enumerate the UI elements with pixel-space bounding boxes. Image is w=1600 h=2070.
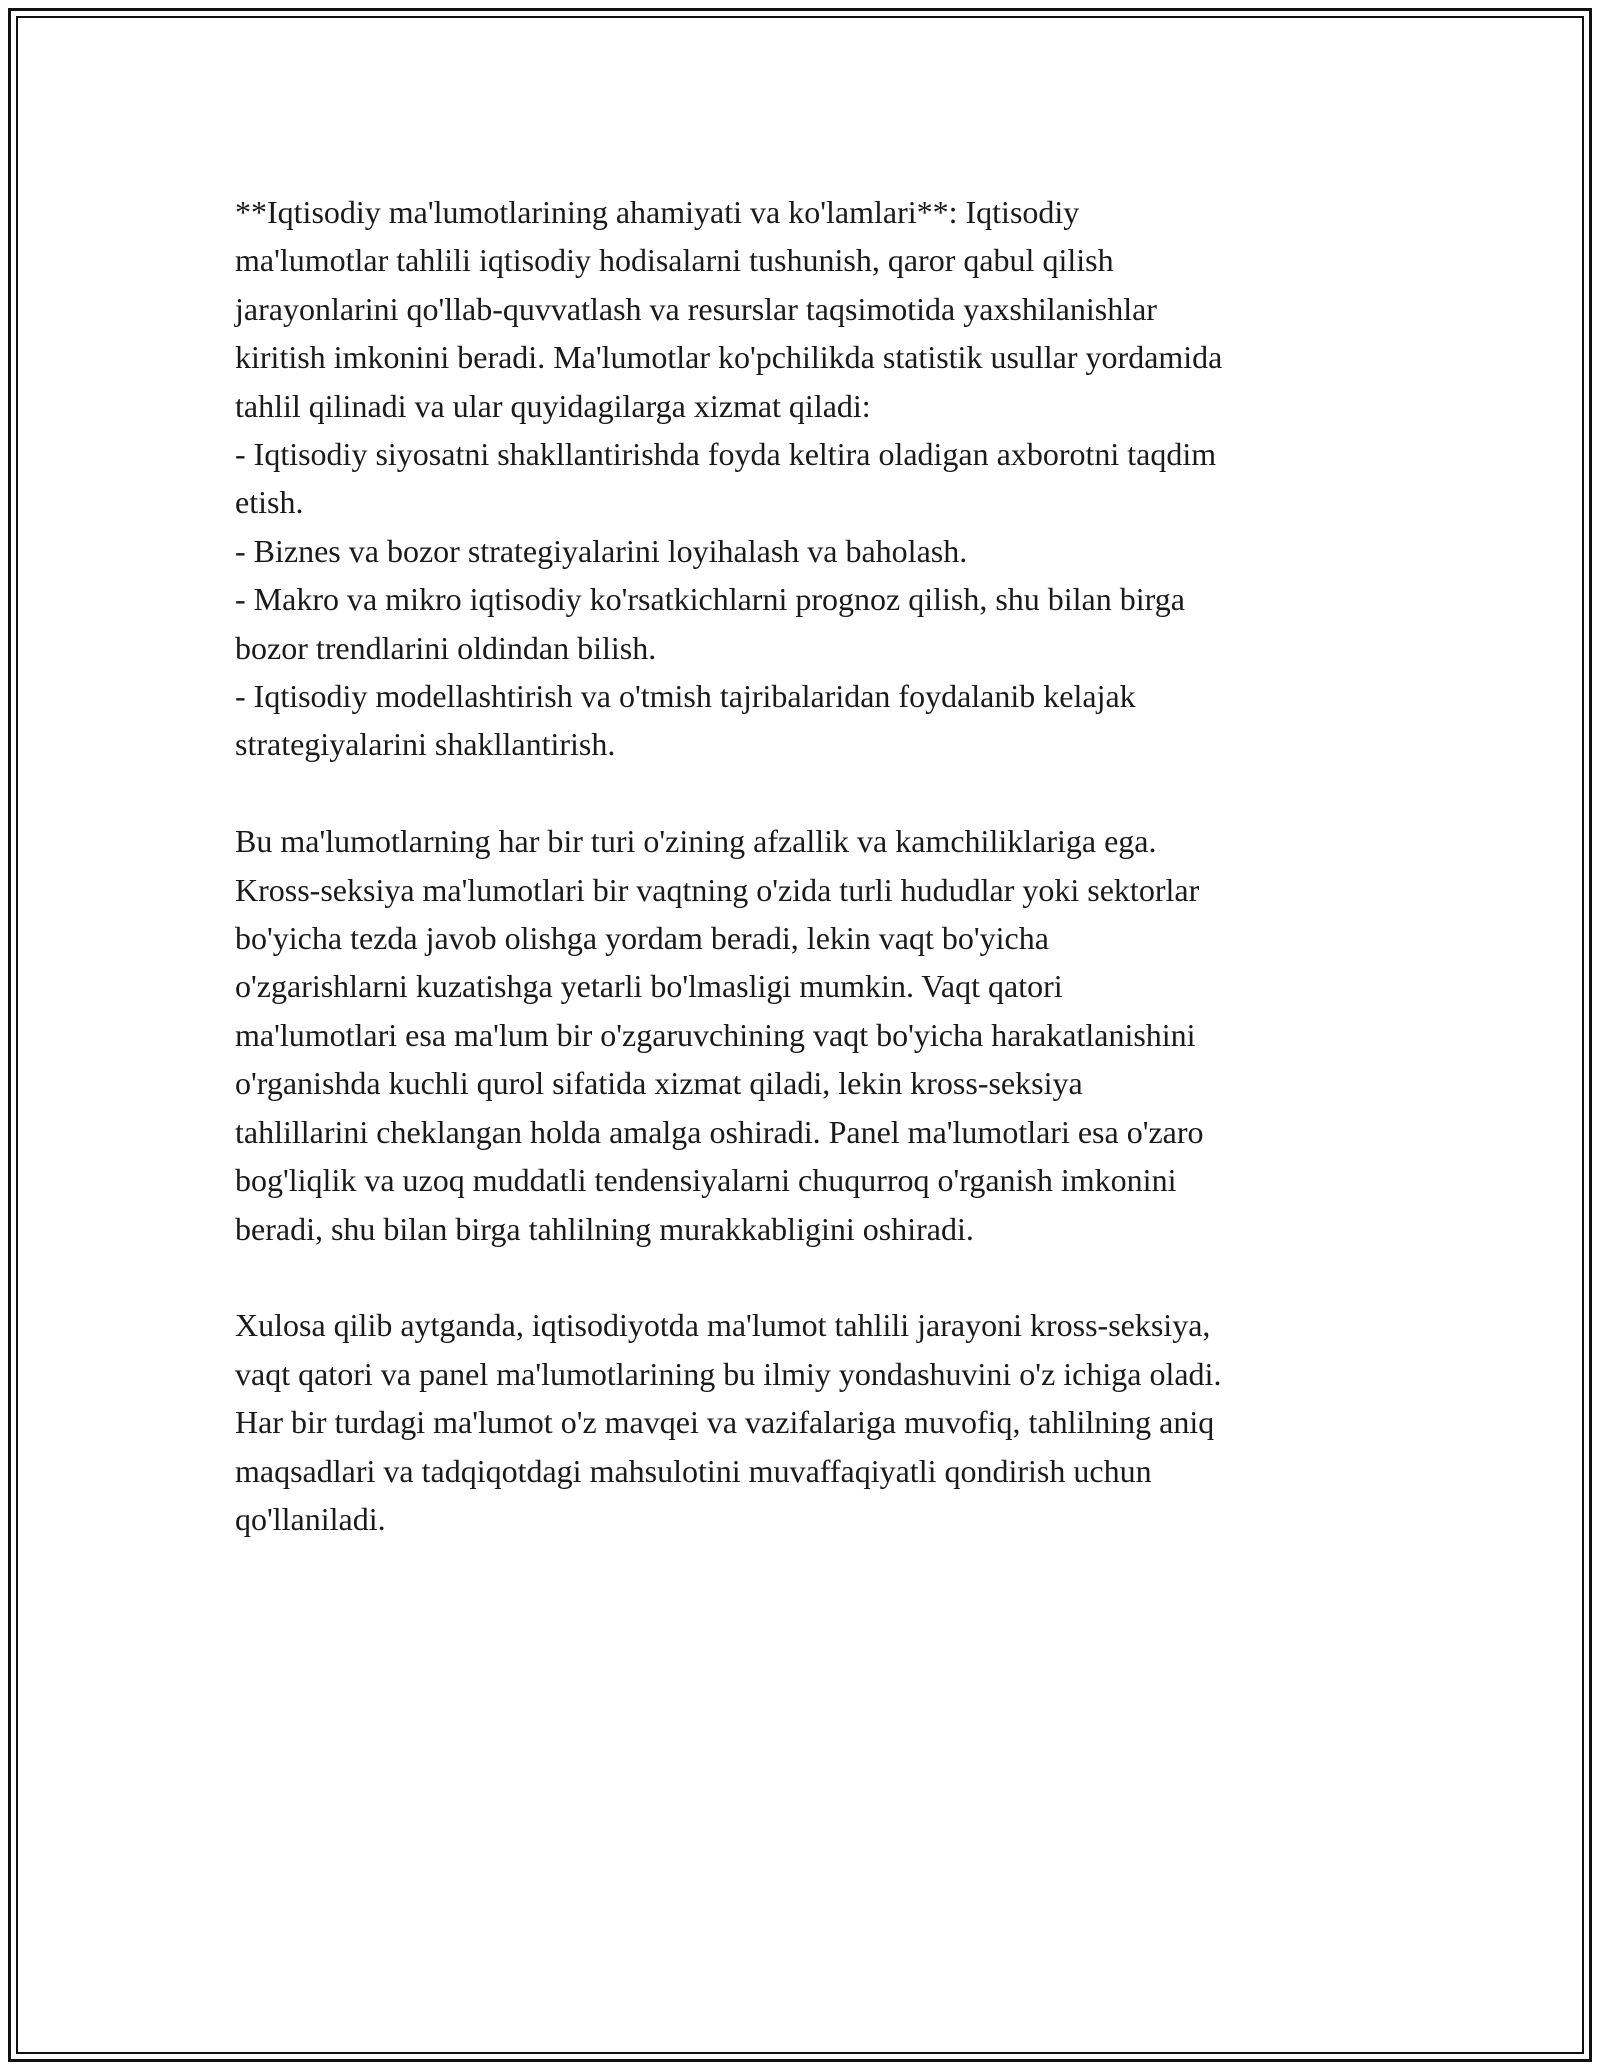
paragraph-spacer: [235, 1253, 1375, 1301]
text-line: Bu ma'lumotlarning har bir turi o'zining afzallik va kamchiliklariga ega.: [235, 823, 1157, 860]
text-line: vaqt qatori va panel ma'lumotlarining bu ilmiy yondashuvini o'z ichiga oladi.: [235, 1355, 1222, 1392]
list-item-line: etish.: [235, 484, 304, 521]
text-line: Xulosa qilib aytganda, iqtisodiyotda ma'lumot tahlili jarayoni kross-seksiya,: [235, 1307, 1211, 1344]
text-line: jarayonlarini qo'llab-quvvatlash va resurslar taqsimotida yaxshilanishlar: [235, 290, 1157, 327]
text-line: Har bir turdagi ma'lumot o'z mavqei va vazifalariga muvofiq, tahlilning aniq: [235, 1404, 1215, 1441]
text-line: **Iqtisodiy ma'lumotlarining ahamiyati va ko'lamlari**: Iqtisodiy: [235, 194, 1080, 230]
text-line: tahlil qilinadi va ular quyidagilarga xizmat qiladi:: [235, 387, 871, 424]
text-line: ma'lumotlar tahlili iqtisodiy hodisalarni tushunish, qaror qabul qilish: [235, 242, 1114, 279]
list-item-line: strategiyalarini shakllantirish.: [235, 726, 616, 763]
paragraph-spacer: [235, 769, 1375, 817]
paragraph-data-types: [235, 817, 1375, 1253]
text-line: qo'llaniladi.: [235, 1500, 386, 1537]
text-line: bo'yicha tezda javob olishga yordam beradi, lekin vaqt bo'yicha: [235, 920, 1049, 957]
list-item-line: bozor trendlarini oldindan bilish.: [235, 629, 657, 666]
list-item-line: - Makro va mikro iqtisodiy ko'rsatkichlarni prognoz qilish, shu bilan birga: [235, 581, 1185, 618]
list-item-line: - Biznes va bozor strategiyalarini loyihalash va baholash.: [235, 532, 968, 569]
paragraph-importance: [235, 188, 1375, 769]
text-line: tahlillarini cheklangan holda amalga oshiradi. Panel ma'lumotlari esa o'zaro: [235, 1113, 1204, 1150]
document-body: [235, 188, 1375, 1543]
text-line: kiritish imkonini beradi. Ma'lumotlar ko'pchilikda statistik usullar yordamida: [235, 339, 1223, 376]
list-item-line: - Iqtisodiy siyosatni shakllantirishda foyda keltira oladigan axborotni taqdim: [235, 436, 1217, 473]
text-line: ma'lumotlari esa ma'lum bir o'zgaruvchining vaqt bo'yicha harakatlanishini: [235, 1016, 1196, 1053]
text-line: Kross-seksiya ma'lumotlari bir vaqtning o'zida turli hududlar yoki sektorlar: [235, 871, 1200, 908]
paragraph-conclusion: [235, 1301, 1375, 1543]
text-line: o'zgarishlarni kuzatishga yetarli bo'lmasligi mumkin. Vaqt qatori: [235, 968, 1063, 1005]
text-line: o'rganishda kuchli qurol sifatida xizmat qiladi, lekin kross-seksiya: [235, 1065, 1083, 1102]
text-line: maqsadlari va tadqiqotdagi mahsulotini muvaffaqiyatli qondirish uchun: [235, 1452, 1152, 1489]
list-item-line: - Iqtisodiy modellashtirish va o'tmish tajribalaridan foydalanib kelajak: [235, 678, 1136, 715]
text-line: beradi, shu bilan birga tahlilning murakkabligini oshiradi.: [235, 1210, 974, 1247]
text-line: bog'liqlik va uzoq muddatli tendensiyalarni chuqurroq o'rganish imkonini: [235, 1162, 1177, 1199]
